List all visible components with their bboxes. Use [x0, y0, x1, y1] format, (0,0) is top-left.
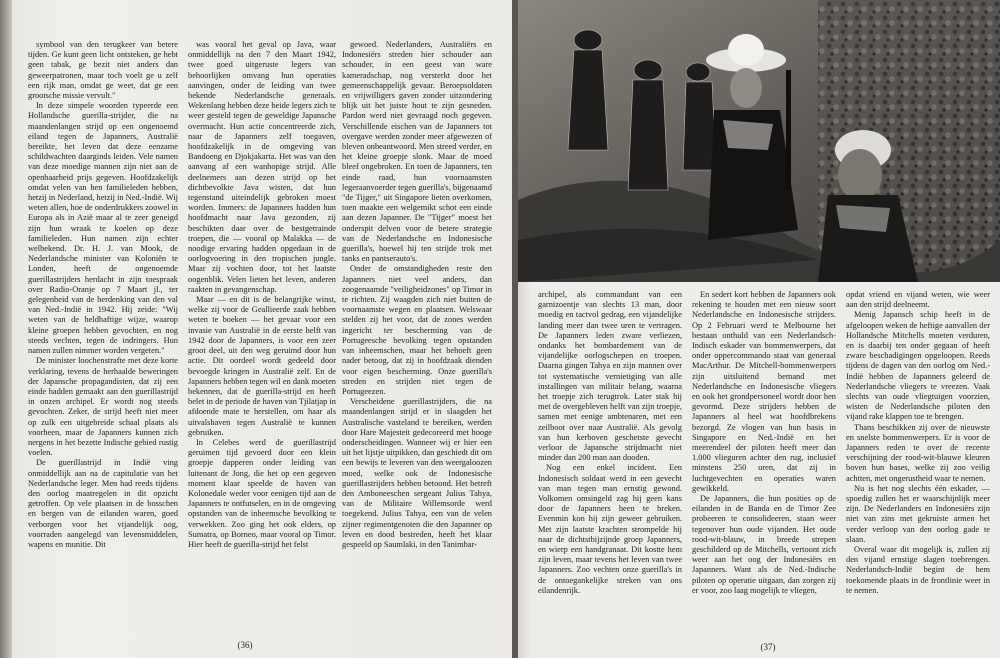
paragraph: In deze simpele woorden typeerde een Hollandsche guerilla-strijder, die na maandenlangen strijd op een ongenoemd eiland tegen de Japanners, Australië bereikte, het leven dat deze eenzame schildwachten daarginds leiden. Vele namen van deze moedige mannen zijn niet aan de openbaarheid prijs gegeven. Hoofdzakelijk omdat velen van hen familieleden hebben, hetzij in Nederland, hetzij in Ned.-Indië. Wij weten allen, hoe de onderdrukkers zoowel in Europa als in Azië maar al te zeer geneigd zijn hun wraak te koelen op deze familieleden. Hun namen zijn echter welbekend. Dr. H. J. van Mook, de Nederlandsche minister van Koloniën te Londen, heeft de ongenoemde guerillastrijders herdacht in zijn toespraak over Radio-Oranje op 7 Maart jl., ter gelegenheid van de herdenking van den val van Ned.-Indië in 1942. Hij zeide: "Wij weten van de heldhaftige wijze, waarop kleine groepen hebben gevochten, en nog steeds vechten, tegen de indringers. Hun namen zullen nimmer worden vergeten." — [28, 101, 178, 356]
left-column-3 — [342, 40, 492, 635]
right-column-3 — [846, 290, 990, 640]
paragraph: De Japanners, die hun posities op de eilanden in de Banda en de Timor Zee probeeren te consolideeren, staan weer tegenover hun oude vijanden. Het oude rood-wit-blauw, in breede strepen geschilderd op de Mitchells, vertoont zich weer aan het oog der Indonesiërs en Japanners. Want als de Ned.-Indische piloten op operatie uitgaan, dan zorgen zij er voor, zoo laag mogelijk te vliegen, — [692, 494, 836, 595]
right-column-2 — [692, 290, 836, 640]
paragraph: Overal waar dit mogelijk is, zullen zij den vijand ernstige slagen toebrengen. Nederlandsch-Indië begint de hem toekomende plaats in de frontlinie weer in te nemen. — [846, 545, 990, 595]
paragraph: Nu is het nog slechts één eskader, — spoedig zullen het er waarschijnlijk meer zijn. De Nederlanders en Indonesiërs zijn niet van zins met gekruiste armen het verder verloop van den oorlog gade te slaan. — [846, 483, 990, 544]
page-number: (36) — [237, 640, 253, 650]
paragraph: En sedert kort hebben de Japanners ook rekening te houden met een nieuw soort Nederlandsche en Indonesische strijders. Op 2 Februari werd te Melbourne het bestaan onthuld van een Nederlandsch-Indisch eskader van bommenwerpers, dat onder oppercommando staat van generaal MacArthur. De Mitchell-bommenwerpers zijn uitsluitend bemand met Nederlandsche en Indonesische vliegers en ook het grondpersoneel wordt door hen gevormd. Deze strijders hebben de Japanners al heel wat hoofdbrekens bezorgd. Ze vlogen van hun basis in Singapore en Ned.-Indië en het meerendeel der piloten heeft meer dan 1.000 vlieguren achter den rug, inclusief minstens 250 uren, dat zij in luchtgevechten en operaties waren gewikkeld. — [692, 290, 836, 493]
left-column-1 — [28, 40, 178, 635]
paragraph: opdat vriend en vijand weten, wie weer aan den strijd deelneemt. — [846, 290, 990, 310]
paragraph: symbool van den terugkeer van betere tijden. Ge kunt geen licht ontsteken, ge hebt geen tabak, ge bezit niet anders dan geweerpatronen, maar toch voelt ge u zelf een rijk man, omdat ge weet, dat ge een grootsche missie vervult." — [28, 40, 178, 101]
page-edge-shadow — [0, 0, 12, 658]
paragraph: Thans beschikken zij over de nieuwste en snelste bommenwerpers. Er is voor de Japanners reden te over de recente verschijning der rood-wit-blauwe kleuren boven hun bases, welke zij zoo veilig achtten, met ongerustheid waar te nemen. — [846, 422, 990, 483]
guerilla-fighters-photo — [518, 0, 1000, 282]
left-column-2 — [188, 40, 336, 635]
right-column-1 — [538, 290, 682, 640]
paragraph: Onder de omstandigheden reste den Japanners niet veel anders, dan zoogenaamde "veiligheidzones" op Timor in te richten. Zij waagden zich niet buiten de voornaamste wegen en plaatsen. Welswaar stelden zij het voor, dat de zones werden ingericht ter bescherming van de Portugeesche bevolking tegen opstanden van inheemschen, maar het behoeft geen nader betoog, dat zij in hoofdzaak dienden voor eigen bescherming. Onze guerilla's streden en strijden niet tegen de Portugeezen. — [342, 264, 492, 396]
photo-illustration — [518, 0, 1000, 282]
paragraph: gewoed. Nederlanders, Australiërs en Indonesiërs streden hier schouder aan schouder, in een geest van ware kameradschap, nog versterkt door het gemeenschappelijk gevaar. Beroepsoldaten en vrijwilligers gaven zonder uitzondering blijk uit het juiste hout te zijn gesneden. Pardon werd niet gevraagd noch gegeven. Verschillende eischen van de Japanners tot overgave werden zonder meer afgewezen of bleven onbeantwoord. Men streed verder, en het kleine groepje slonk. Maar de moed bleef ongebroken. En toen de Japanners, ten einde raad, hun voornaamsten legeraanvoerder tegen guerilla's, bijgenaamd "de Tijger," uit Singapore lieten overkomen, toen maakte een welgemikt schot een einde aan dezen Japanner. De "Tijger" moest het onderspit delven voor de betere strategie van de Nederlandsche en Indonesische guerilla's, hoewel hij ten strijde trok met tanks en pantserauto's. — [342, 40, 492, 264]
paragraph: Maar — en dit is de belangrijke winst, welke zij voor de Geallieerde zaak hebben weten te boeken — het gevaar voor een invasie van Australië in de eerste helft van 1942 door de Japanners, is voor een zeer groot deel, uit den weg geruimd door hun actie. Dit oordeel wordt gedeeld door bevoegde kringen in Australië zelf. En de Japanners hebben tegen wil en dank moeten bekennen, dat de guerilla-strijd en heeft belet in de periode de haven van Tjilatjap in afdoende mate te herstellen, om haar als uitvalshaven tegen Australië te kunnen gebruiken. — [188, 295, 336, 437]
right-page — [518, 0, 1000, 658]
paragraph: In Celebes werd de guerillastrijd geruimen tijd gevoerd door een klein groepje dapperen onder leiding van luitenant de Jong, die het op een gegeven moment klaar speelde de haven van Kolonedale weder voor eenigen tijd aan de Japanners te ontfutselen, en in de omgeving opstanden van de inheemsche bevolking te verwekken. Zoo ging het ook elders, op Sumatra, op Borneo, maar vooral op Timor. Hier heeft de guerilla-strijd het felst — [188, 437, 336, 549]
paragraph: Verscheidene guerillastrijders, die na maandenlangen strijd er in slaagden het Australische vasteland te bereiken, werden door Hare Majesteit gedecoreerd met hooge onderscheidingen. Wanneer wij er hier een uit het lijstje uitpikken, dan geschiedt dit om een bewijs te leveren van den weergaloozen moed, welke ook de Indonesische guerillastrijders hebben betoond. Het betreft den Amboneeschen sergeant Julius Tahya, van de Militaire Willemsorde werd toegekend. Julius Tahya, een van de velen zijner regimentgenoten die den Japanner op leven en dood bestreden, heeft het klaar gespeeld op Saumlaki, in den Tanimbar- — [342, 397, 492, 549]
paragraph: De minister loochenstrafte met deze korte verklaring, tevens de herhaalde beweringen der Japansche propagandisten, dat zij een einde hadden gemaakt aan den guerillastrijd in onzen archipel. Er wordt nog steeds gevochten. Zeker, de strijd heeft niet meer op zulk een uitgebreide schaal plaats als voorheen, maar de Japanners kunnen zich nergens in het bezette Indische gebied rustig voelen. — [28, 356, 178, 458]
paragraph: archipel, als commandant van een garnizoentje van slechts 13 man, door moedig en tactvol gedrag, een vijandelijke landing meer dan twee uren te vertragen. De Japanners leden zware verliezen, ondanks het bombardement van de vijandelijke oorlogschepen en troepen. Daarna gingen Tahya en zijn mannen over tot systematische vernietiging van alle installingen van militair belang, waarna het troepje zich terugtrok. Later stak hij met de overgebleven helft van zijn troepje, samen met eenige ambtenaren, met een zeilboot over naar Australië. Als gevolg van hun kerboven geschetste gevecht verloor de Japansche strijdmacht niet minder dan 200 man aan dooden. — [538, 290, 682, 463]
paragraph: Menig Japansch schip heeft in de afgeloopen weken de heftige aanvallen der Hollandsche Mitchells moeten verduren, en is daarbij ten onder gegaan of heeft zware beschadigingen opgeloopen. Reeds tijdens de dagen van den oorlog om Ned.-Indië hebben de Japanners geleerd de Nederlandsche vliegers te vreezen. Vaak slechts van oude vliegtuigen voorzien, wisten de Nederlandsche piloten den vijand rake klappen toe te brengen. — [846, 310, 990, 422]
paragraph: was vooral het geval op Java, waar onmiddellijk na den 7 den Maart 1942, twee goed uitgeruste legers van behoorlijken omvang hun operaties aanvingen, onder de leiding van twee bekende Nederlandsche generaals. Wekenlang hebben deze beide legers zich te weer gesteld tegen de geweldige Japansche overmacht. Hun actie concentreerde zich, naar de Japanners zelf toegaven, hoofdzakelijk in de omgeving van Bandoeng en Djokjakarta. Het was van den aanvang af een wanhopige strijd. Alle deelnemers aan dezen strijd op het dichtbevolkte Java wisten, dat hun tegenstand uiteindelijk gebroken moest worden. Immers: de Japanners hadden hun hoofdmacht naar Java gezonden, zij beschikten daar over de bestgetrainde troepen, die — vooral op Malakka — de noodige ervaring hadden opgedaan in de oorlogvoering in den tropischen jungle. Maar zij vochten door, tot het laatste oogenblik. Velen lieten het leven, anderen raakten in gevangenschap. — [188, 40, 336, 294]
paragraph: Nog een enkel incident. Een Indonesisch soldaat werd in een gevecht van man tegen man ernstig gewond. Volkomen omsingeld zag hij geen kans door de Japanners heen te breken. Evenmin kon hij zijn geweer gebruiken. Met zijn laatste krachten strompelde hij naar de dichtstbijzijnde groep Japanners, en wierp een handgranaat. Dit kostte hem zijn leven, maar tevens het leven van twee Japanners. Zoo vechten onze guerilla's in de ontoegankelijke streken van ons eilandenrijk. — [538, 463, 682, 595]
page-number: (37) — [760, 642, 776, 652]
paragraph: De guerillastrijd in Indië ving onmiddellijk aan na de capitulatie van het Nederlandsche leger. Men had reeds tijdens den oorlog maatregelen in dit opzicht getroffen. Op vele plaatsen in de bosschen en bergen van de eilanden waren, goed verborgen voor het vijandelijk oog, voorraden aangelegd van levensmiddelen, wapens en munitie. Dit — [28, 458, 178, 549]
